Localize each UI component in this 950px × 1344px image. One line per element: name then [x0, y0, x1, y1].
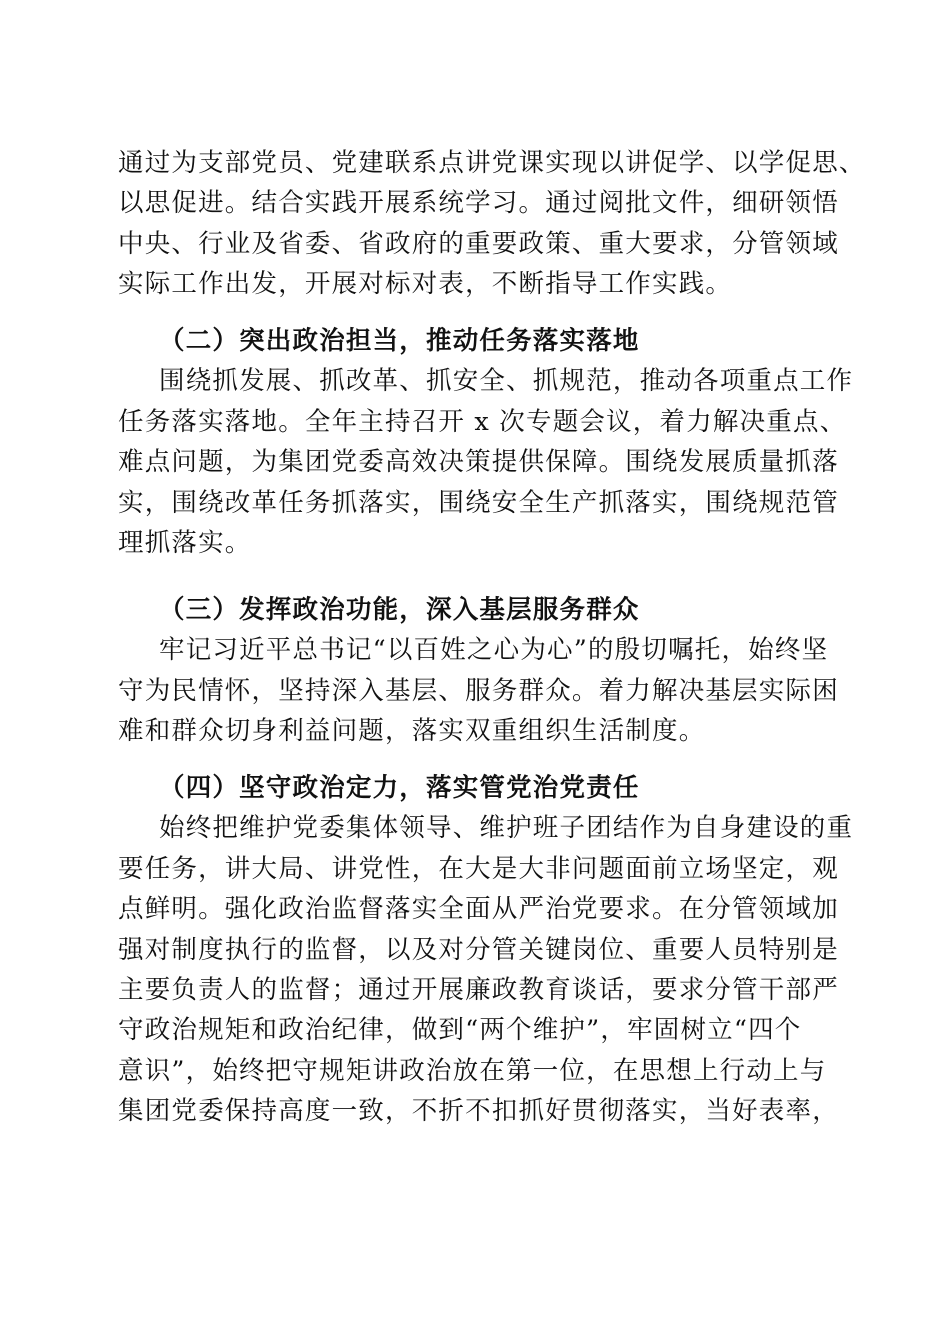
text-line: 要任务，讲大局、讲党性，在大是大非问题面前立场坚定，观	[118, 853, 839, 884]
text-line: 集团党委保持高度一致，不折不扣抓好贯彻落实，当好表率，	[118, 1096, 839, 1127]
text-line: 意识”，始终把守规矩讲政治放在第一位，在思想上行动上与	[118, 1055, 827, 1086]
text-line: 守政治规矩和政治纪律，做到“两个维护”，牢固树立“四个	[118, 1015, 802, 1046]
text-line: 牢记习近平总书记“以百姓之心为心”的殷切嘱托，始终坚	[159, 635, 829, 666]
section-4	[118, 768, 854, 1132]
text-line: 理抓落实。	[118, 527, 252, 558]
text-line: 难点问题，为集团党委高效决策提供保障。围绕发展质量抓落	[118, 447, 839, 478]
section-heading: （四）坚守政治定力，落实管党治党责任	[159, 773, 640, 803]
section-3	[118, 590, 838, 752]
text-line: 始终把维护党委集体领导、维护班子团结作为自身建设的重	[159, 813, 854, 844]
intro-paragraph	[118, 143, 866, 305]
text-line: 任务落实落地。全年主持召开 x 次专题会议，着力解决重点、	[118, 406, 847, 437]
section-heading: （三）发挥政治功能，深入基层服务群众	[159, 595, 640, 625]
text-line: 守为民情怀，坚持深入基层、服务群众。着力解决基层实际困	[118, 675, 839, 706]
text-line: 实，围绕改革任务抓落实，围绕安全生产抓落实，围绕规范管	[118, 487, 839, 518]
section-2	[118, 321, 854, 563]
text-line: 以思促进。结合实践开展系统学习。通过阅批文件，细研领悟	[118, 188, 839, 219]
text-line: 强对制度执行的监督，以及对分管关键岗位、重要人员特别是	[118, 934, 839, 965]
text-line: 实际工作出发，开展对标对表，不断指导工作实践。	[118, 269, 733, 300]
text-line: 点鲜明。强化政治监督落实全面从严治党要求。在分管领域加	[118, 894, 839, 925]
text-line: 中央、行业及省委、省政府的重要政策、重大要求，分管领域	[118, 228, 839, 259]
text-line: 主要负责人的监督；通过开展廉政教育谈话，要求分管干部严	[118, 974, 839, 1005]
section-heading: （二）突出政治担当，推动任务落实落地	[159, 326, 640, 356]
text-line: 难和群众切身利益问题，落实双重组织生活制度。	[118, 716, 706, 747]
text-line: 围绕抓发展、抓改革、抓安全、抓规范，推动各项重点工作	[159, 366, 854, 397]
text-line: 通过为支部党员、党建联系点讲党课实现以讲促学、以学促思、	[118, 148, 866, 178]
